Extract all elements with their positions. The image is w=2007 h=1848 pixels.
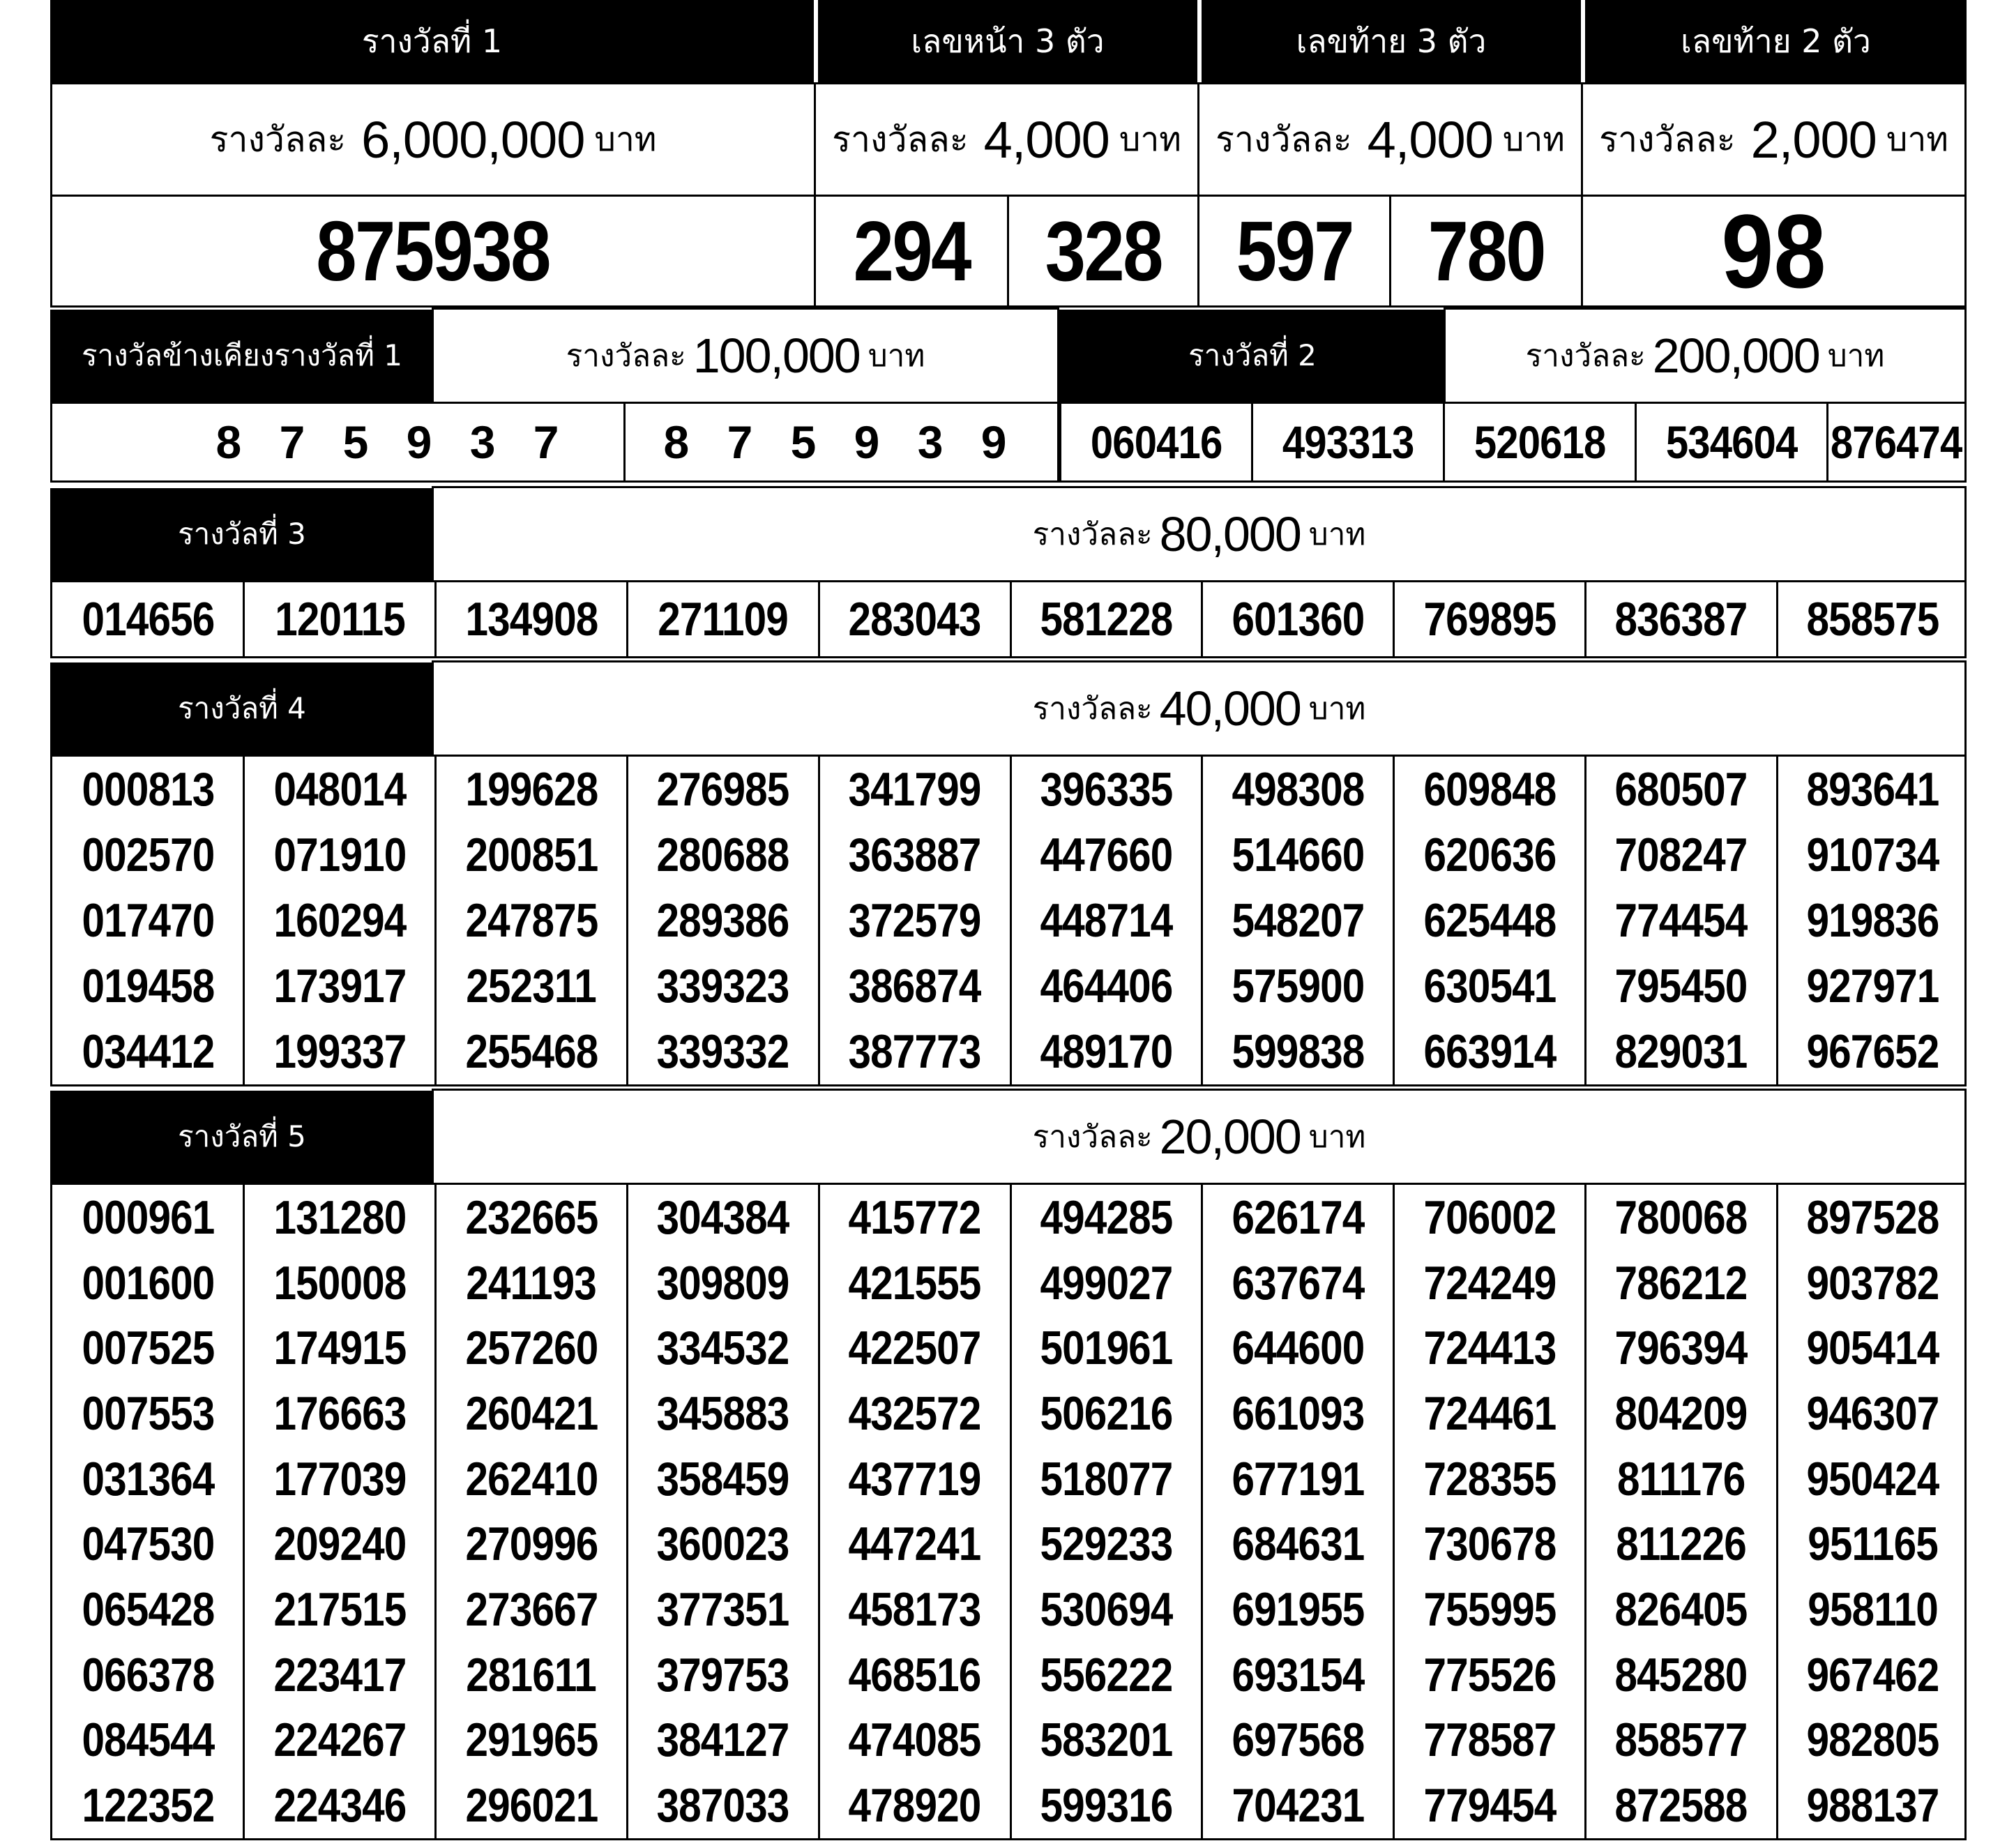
- number-column: [819, 757, 1010, 1084]
- number-column: [244, 1185, 436, 1838]
- prize-number: 034412: [82, 1025, 215, 1078]
- prize-number: 897528: [1806, 1190, 1939, 1244]
- prize3-header-text: รางวัลที่ 3: [178, 517, 306, 551]
- prize-number: 893641: [1806, 763, 1939, 816]
- prize-number: 447241: [848, 1517, 981, 1571]
- prize-number: 910734: [1806, 828, 1939, 881]
- prize-number: 730678: [1423, 1517, 1556, 1571]
- prize-number: 786212: [1614, 1256, 1748, 1310]
- prize-number: 160294: [273, 894, 407, 947]
- prize-number: 257260: [464, 1321, 598, 1375]
- prize-number: 728355: [1423, 1452, 1556, 1506]
- prize-number: 626174: [1232, 1190, 1365, 1244]
- first-prize-amount: [50, 82, 816, 197]
- prize2-number-cell: [1251, 402, 1445, 483]
- prize-number: 432572: [848, 1386, 981, 1440]
- prize-number: 174915: [273, 1321, 407, 1375]
- prize-number: 031364: [82, 1452, 215, 1506]
- prize-number: 065428: [82, 1582, 215, 1636]
- amount-value: 80,000: [1159, 507, 1301, 561]
- prize-number: 529233: [1040, 1517, 1173, 1571]
- prize-number: 339323: [656, 960, 789, 1013]
- front3-number: 294: [853, 204, 970, 298]
- prize-number: 774454: [1614, 894, 1748, 947]
- prize-number: 458173: [848, 1582, 981, 1636]
- prize-number: 845280: [1614, 1648, 1748, 1702]
- prize2-header: [1059, 310, 1446, 402]
- near-prize-amount: [432, 308, 1059, 404]
- prize-number: 775526: [1423, 1648, 1556, 1702]
- prize-number: 066378: [82, 1648, 215, 1702]
- prize-number: 289386: [656, 894, 789, 947]
- near-prize-header-text: รางวัลข้างเคียงรางวัลที่ 1: [81, 338, 403, 372]
- prize-number: 271109: [658, 593, 789, 646]
- prize-number: 363887: [848, 828, 981, 881]
- amount-unit: บาท: [1827, 338, 1885, 374]
- prize-number: 829031: [1614, 1025, 1748, 1078]
- prize-number: 958110: [1808, 1582, 1938, 1636]
- prize-number: 677191: [1232, 1452, 1365, 1506]
- front3-amount: [814, 82, 1199, 197]
- prize-number: 967462: [1806, 1648, 1939, 1702]
- prize2-number: 493313: [1282, 416, 1414, 468]
- prize-number: 224267: [273, 1713, 407, 1767]
- prize-number: 575900: [1232, 960, 1365, 1013]
- prize2-number: 520618: [1474, 416, 1606, 468]
- prize-number: 120115: [274, 593, 405, 646]
- prize-number: 625448: [1423, 894, 1556, 947]
- last2-header: [1585, 0, 1967, 82]
- number-column: [627, 582, 819, 656]
- number-column: [1585, 582, 1777, 656]
- prize-number: 177039: [273, 1452, 407, 1506]
- number-column: [1777, 1185, 1969, 1838]
- prize2-number: 534604: [1665, 416, 1798, 468]
- near-prize-number: 8 7 5 9 3 9: [663, 416, 1020, 468]
- prize-number: 260421: [464, 1386, 598, 1440]
- number-column: [1202, 582, 1394, 656]
- prize-number: 988137: [1806, 1779, 1939, 1833]
- number-column: [1394, 582, 1586, 656]
- prize-number: 548207: [1232, 894, 1365, 947]
- prize-number: 644600: [1232, 1321, 1365, 1375]
- prize-number: 630541: [1423, 960, 1556, 1013]
- prize-number: 518077: [1040, 1452, 1173, 1506]
- prize-number: 437719: [848, 1452, 981, 1506]
- near-number-cell-2: [623, 402, 1059, 483]
- prize-number: 620636: [1423, 828, 1556, 881]
- prize-number: 946307: [1806, 1386, 1939, 1440]
- prize-number: 494285: [1040, 1190, 1173, 1244]
- last3-header: [1202, 0, 1581, 82]
- amount-label: รางวัลละ: [566, 338, 686, 374]
- prize-number: 176663: [273, 1386, 407, 1440]
- number-column: [1394, 757, 1586, 1084]
- number-column: [1202, 1185, 1394, 1838]
- amount-label: รางวัลละ: [209, 119, 347, 160]
- prize-number: 379753: [656, 1648, 789, 1702]
- prize-number: 693154: [1232, 1648, 1365, 1702]
- lottery-results-sheet: [50, 0, 1967, 1848]
- prize-number: 691955: [1232, 1582, 1365, 1636]
- amount-unit: บาท: [1502, 120, 1565, 159]
- last2-number: 98: [1721, 195, 1826, 308]
- number-column: [1010, 757, 1202, 1084]
- prize-number: 134908: [464, 593, 598, 646]
- prize-number: 232665: [464, 1190, 598, 1244]
- prize-number: 724413: [1423, 1321, 1556, 1375]
- prize5-numbers-grid: [50, 1183, 1967, 1838]
- prize-number: 919836: [1806, 894, 1939, 947]
- prize-number: 609848: [1423, 763, 1556, 816]
- amount-label: รางวัลละ: [1525, 338, 1646, 374]
- prize-number: 706002: [1423, 1190, 1556, 1244]
- number-column: [436, 1185, 628, 1838]
- prize-number: 421555: [848, 1256, 981, 1310]
- number-column: [627, 757, 819, 1084]
- amount-unit: บาท: [868, 338, 925, 374]
- first-prize-header-text: รางวัลที่ 1: [361, 22, 503, 60]
- prize-number: 661093: [1232, 1386, 1365, 1440]
- number-column: [52, 582, 244, 656]
- prize-number: 007525: [82, 1321, 215, 1375]
- prize-number: 345883: [656, 1386, 789, 1440]
- prize2-number-cell: [1059, 402, 1253, 483]
- prize2-number-cell: [1443, 402, 1637, 483]
- prize5-amount: [432, 1089, 1967, 1185]
- amount-value: 4,000: [1367, 110, 1493, 169]
- near-prize-number: 8 7 5 9 3 7: [215, 416, 572, 468]
- prize-number: 684631: [1232, 1517, 1365, 1571]
- amount-unit: บาท: [1308, 691, 1366, 727]
- last3-number: 780: [1427, 204, 1545, 298]
- prize-number: 000813: [82, 763, 215, 816]
- number-column: [1010, 1185, 1202, 1838]
- prize-number: 498308: [1232, 763, 1365, 816]
- prize-number: 583201: [1040, 1713, 1173, 1767]
- number-column: [627, 1185, 819, 1838]
- prize-number: 811226: [1616, 1517, 1747, 1571]
- prize-number: 281611: [466, 1648, 597, 1702]
- prize-number: 122352: [82, 1779, 215, 1833]
- prize-number: 276985: [656, 763, 789, 816]
- last3-cell-2: [1389, 195, 1583, 308]
- amount-label: รางวัลละ: [1215, 119, 1352, 160]
- number-column: [52, 757, 244, 1084]
- prize-number: 697568: [1232, 1713, 1365, 1767]
- prize-number: 499027: [1040, 1256, 1173, 1310]
- number-column: [1585, 757, 1777, 1084]
- front3-cell-2: [1007, 195, 1199, 308]
- first-prize-header: [50, 0, 814, 82]
- prize4-numbers-grid: [50, 755, 1967, 1086]
- number-column: [1202, 757, 1394, 1084]
- prize-number: 778587: [1423, 1713, 1556, 1767]
- number-column: [52, 1185, 244, 1838]
- number-column: [244, 582, 436, 656]
- last3-header-text: เลขท้าย 3 ตัว: [1296, 22, 1487, 60]
- amount-label: รางวัลละ: [1032, 1119, 1153, 1155]
- prize-number: 304384: [656, 1190, 789, 1244]
- prize-number: 387033: [656, 1779, 789, 1833]
- number-column: [1585, 1185, 1777, 1838]
- prize-number: 982805: [1806, 1713, 1939, 1767]
- first-prize-number: 875938: [316, 204, 550, 298]
- prize-number: 199337: [273, 1025, 407, 1078]
- prize-number: 755995: [1423, 1582, 1556, 1636]
- prize-number: 209240: [273, 1517, 407, 1571]
- prize-number: 724249: [1423, 1256, 1556, 1310]
- prize-number: 601360: [1232, 593, 1365, 646]
- amount-value: 100,000: [692, 328, 860, 383]
- amount-value: 40,000: [1159, 681, 1301, 736]
- prize-number: 384127: [656, 1713, 789, 1767]
- front3-cell-1: [814, 195, 1009, 308]
- amount-label: รางวัลละ: [832, 119, 969, 160]
- prize3-header: [50, 488, 434, 580]
- prize-number: 927971: [1806, 960, 1939, 1013]
- prize-number: 489170: [1040, 1025, 1173, 1078]
- number-column: [1777, 757, 1969, 1084]
- prize-number: 223417: [273, 1648, 407, 1702]
- first-prize-number-cell: [50, 195, 816, 308]
- last2-number-cell: [1581, 195, 1967, 308]
- prize-number: 599316: [1040, 1779, 1173, 1833]
- prize5-header: [50, 1091, 434, 1183]
- prize-number: 339332: [656, 1025, 789, 1078]
- number-column: [1777, 582, 1969, 656]
- prize-number: 199628: [464, 763, 598, 816]
- last2-header-text: เลขท้าย 2 ตัว: [1681, 22, 1871, 60]
- prize-number: 273667: [464, 1582, 598, 1636]
- prize-number: 724461: [1423, 1386, 1556, 1440]
- prize-number: 200851: [464, 828, 598, 881]
- prize-number: 000961: [82, 1190, 215, 1244]
- prize-number: 358459: [656, 1452, 789, 1506]
- number-column: [244, 757, 436, 1084]
- prize-number: 468516: [848, 1648, 981, 1702]
- prize-number: 903782: [1806, 1256, 1939, 1310]
- prize-number: 173917: [273, 960, 407, 1013]
- prize-number: 217515: [273, 1582, 407, 1636]
- prize-number: 464406: [1040, 960, 1173, 1013]
- prize-number: 019458: [82, 960, 215, 1013]
- prize-number: 872588: [1614, 1779, 1748, 1833]
- prize2-amount: [1444, 308, 1967, 404]
- near-number-cell-1: [50, 402, 626, 483]
- prize-number: 017470: [82, 894, 215, 947]
- number-column: [1394, 1185, 1586, 1838]
- prize-number: 501961: [1040, 1321, 1173, 1375]
- prize-number: 255468: [464, 1025, 598, 1078]
- prize-number: 396335: [1040, 763, 1173, 816]
- prize2-number-cell: [1635, 402, 1828, 483]
- prize2-number: 060416: [1090, 416, 1222, 468]
- prize-number: 599838: [1232, 1025, 1365, 1078]
- prize-number: 704231: [1232, 1779, 1365, 1833]
- number-column: [436, 757, 628, 1084]
- prize-number: 280688: [656, 828, 789, 881]
- amount-value: 6,000,000: [361, 110, 585, 169]
- prize-number: 386874: [848, 960, 981, 1013]
- prize3-amount: [432, 486, 1967, 582]
- prize-number: 001600: [82, 1256, 215, 1310]
- prize-number: 811176: [1617, 1452, 1745, 1506]
- last2-amount: [1581, 82, 1967, 197]
- prize-number: 283043: [848, 593, 981, 646]
- amount-unit: บาท: [1119, 120, 1181, 159]
- prize2-header-text: รางวัลที่ 2: [1188, 338, 1317, 372]
- prize-number: 448714: [1040, 894, 1173, 947]
- prize-number: 341799: [848, 763, 981, 816]
- amount-label: รางวัลละ: [1599, 119, 1736, 160]
- prize-number: 447660: [1040, 828, 1173, 881]
- prize-number: 309809: [656, 1256, 789, 1310]
- prize-number: 150008: [273, 1256, 407, 1310]
- prize-number: 372579: [848, 894, 981, 947]
- prize-number: 804209: [1614, 1386, 1748, 1440]
- prize-number: 360023: [656, 1517, 789, 1571]
- prize-number: 291965: [464, 1713, 598, 1767]
- prize5-header-text: รางวัลที่ 5: [178, 1119, 306, 1153]
- front3-number: 328: [1045, 204, 1162, 298]
- prize-number: 637674: [1232, 1256, 1365, 1310]
- amount-unit: บาท: [1308, 1119, 1366, 1155]
- prize4-header-text: รางวัลที่ 4: [178, 691, 306, 725]
- prize-number: 262410: [464, 1452, 598, 1506]
- prize-number: 334532: [656, 1321, 789, 1375]
- number-column: [819, 1185, 1010, 1838]
- prize-number: 007553: [82, 1386, 215, 1440]
- prize-number: 769895: [1423, 593, 1556, 646]
- prize-number: 415772: [848, 1190, 981, 1244]
- prize-number: 680507: [1614, 763, 1748, 816]
- prize-number: 241193: [466, 1256, 597, 1310]
- prize-number: 296021: [464, 1779, 598, 1833]
- last3-amount: [1197, 82, 1583, 197]
- prize-number: 002570: [82, 828, 215, 881]
- prize-number: 858575: [1806, 593, 1939, 646]
- number-column: [436, 582, 628, 656]
- prize-number: 377351: [656, 1582, 789, 1636]
- prize-number: 796394: [1614, 1321, 1748, 1375]
- amount-unit: บาท: [1886, 120, 1948, 159]
- prize-number: 795450: [1614, 960, 1748, 1013]
- prize-number: 951165: [1808, 1517, 1938, 1571]
- amount-label: รางวัลละ: [1032, 517, 1153, 552]
- amount-value: 200,000: [1652, 328, 1819, 383]
- last3-number: 597: [1236, 204, 1353, 298]
- front3-header-text: เลขหน้า 3 ตัว: [911, 22, 1105, 60]
- prize-number: 858577: [1614, 1713, 1748, 1767]
- amount-unit: บาท: [1308, 517, 1366, 552]
- prize-number: 708247: [1614, 828, 1748, 881]
- prize4-amount: [432, 660, 1967, 757]
- prize-number: 581228: [1040, 593, 1173, 646]
- prize-number: 387773: [848, 1025, 981, 1078]
- prize-number: 905414: [1806, 1321, 1939, 1375]
- prize-number: 663914: [1423, 1025, 1556, 1078]
- prize-number: 252311: [466, 960, 597, 1013]
- amount-label: รางวัลละ: [1032, 691, 1153, 727]
- prize-number: 478920: [848, 1779, 981, 1833]
- number-column: [819, 582, 1010, 656]
- prize-number: 474085: [848, 1713, 981, 1767]
- prize-number: 514660: [1232, 828, 1365, 881]
- prize-number: 950424: [1806, 1452, 1939, 1506]
- prize-number: 084544: [82, 1713, 215, 1767]
- near-prize-header: [50, 310, 434, 402]
- prize4-header: [50, 662, 434, 755]
- prize2-number: 876474: [1831, 416, 1962, 468]
- prize-number: 836387: [1614, 593, 1748, 646]
- prize-number: 556222: [1040, 1648, 1173, 1702]
- prize-number: 506216: [1040, 1386, 1173, 1440]
- amount-value: 20,000: [1159, 1109, 1301, 1164]
- prize-number: 826405: [1614, 1582, 1748, 1636]
- front3-header: [818, 0, 1197, 82]
- prize-number: 270996: [464, 1517, 598, 1571]
- number-column: [1010, 582, 1202, 656]
- bottom-rule: [50, 1838, 1967, 1840]
- prize-number: 047530: [82, 1517, 215, 1571]
- prize-number: 131280: [273, 1190, 407, 1244]
- prize-number: 048014: [273, 763, 407, 816]
- amount-unit: บาท: [594, 120, 657, 159]
- last3-cell-1: [1197, 195, 1391, 308]
- prize-number: 422507: [848, 1321, 981, 1375]
- prize-number: 530694: [1040, 1582, 1173, 1636]
- prize-number: 780068: [1614, 1190, 1748, 1244]
- amount-value: 2,000: [1750, 110, 1877, 169]
- prize-number: 071910: [273, 828, 407, 881]
- prize-number: 014656: [82, 593, 215, 646]
- prize-number: 967652: [1806, 1025, 1939, 1078]
- prize2-number-cell: [1826, 402, 1967, 483]
- prize3-numbers-row: [50, 580, 1967, 658]
- prize-number: 779454: [1423, 1779, 1556, 1833]
- prize-number: 224346: [273, 1779, 407, 1833]
- amount-value: 4,000: [983, 110, 1109, 169]
- prize-number: 247875: [464, 894, 598, 947]
